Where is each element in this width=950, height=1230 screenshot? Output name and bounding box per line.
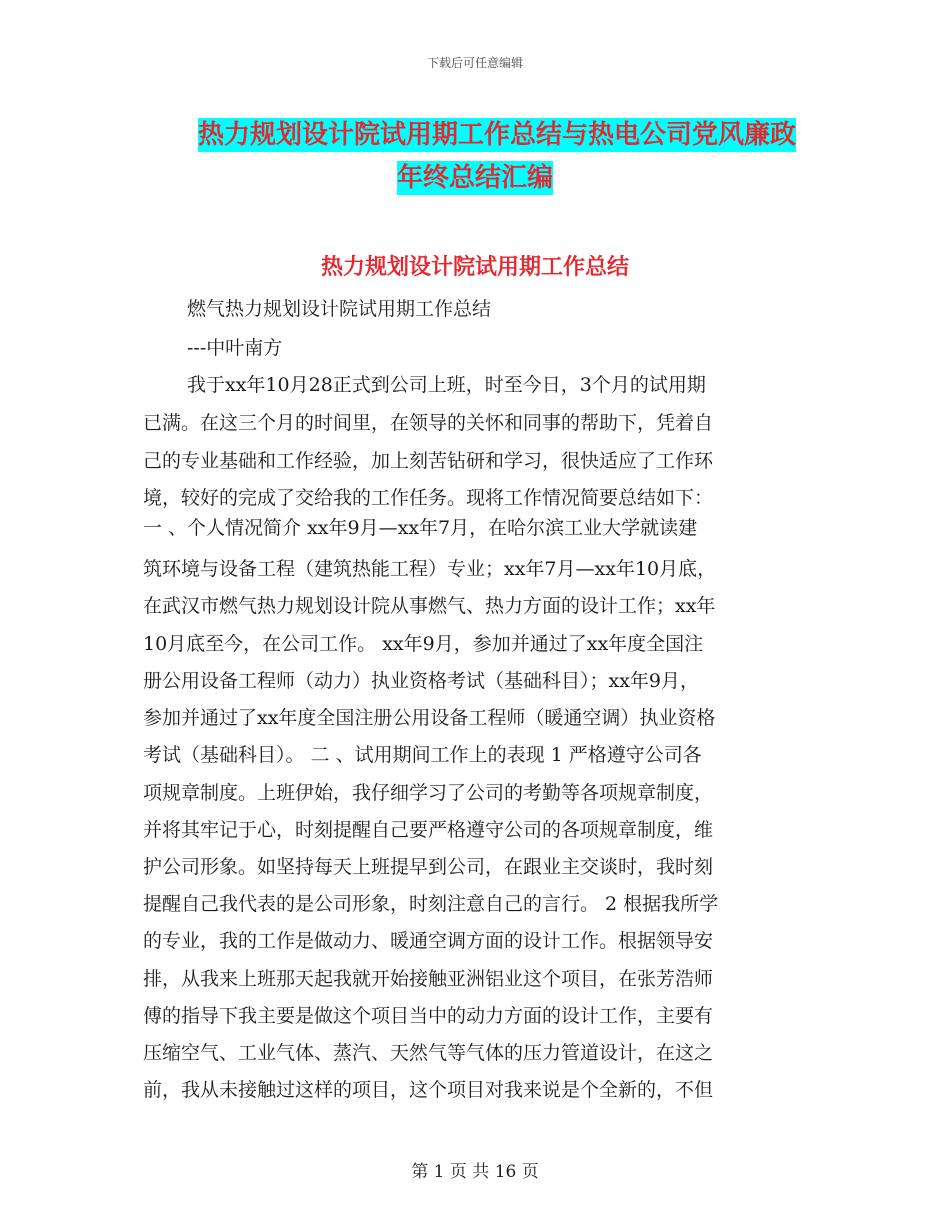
body-line: 傅的指导下我主要是做这个项目当中的动力方面的设计工作，主要有 (143, 1005, 714, 1027)
body-line: 项规章制度。上班伊始，我仔细学习了公司的考勤等各项规章制度， (143, 782, 714, 804)
body-line: 一 、个人情况简介 xx年9月—xx年7月，在哈尔滨工业大学就读建 (143, 517, 698, 539)
document-title-line-2: 年终总结汇编 (396, 163, 553, 193)
body-line: 册公用设备工程师（动力）执业资格考试（基础科目）；xx年9月， (143, 670, 700, 692)
header-note: 下载后可任意编辑 (426, 56, 523, 70)
body-line: 燃气热力规划设计院试用期工作总结 (187, 298, 492, 320)
body-line: 己的专业基础和工作经验，加上刻苦钻研和学习，很快适应了工作环 (143, 450, 714, 472)
body-line: 的专业，我的工作是做动力、暖通空调方面的设计工作。根据领导安 (143, 930, 714, 952)
body-line: 提醒自己我代表的是公司形象，时刻注意自己的言行。 2 根据我所学 (143, 893, 719, 915)
body-line: 排，从我来上班那天起我就开始接触亚洲铝业这个项目，在张芳浩师 (143, 968, 714, 990)
body-line: 并将其牢记于心，时刻提醒自己要严格遵守公司的各项规章制度，维 (143, 819, 714, 841)
body-line: ---中叶南方 (187, 337, 283, 359)
body-line: 已满。在这三个月的时间里，在领导的关怀和同事的帮助下，凭着自 (143, 412, 714, 434)
body-line: 筑环境与设备工程（建筑热能工程）专业；xx年7月—xx年10月底， (143, 558, 717, 580)
page-footer: 第 1 页 共 16 页 (411, 1162, 539, 1182)
body-line: 压缩空气、工业气体、蒸汽、天然气等气体的压力管道设计，在这之 (143, 1042, 714, 1064)
body-line: 考试（基础科目）。 二 、试用期间工作上的表现 1 严格遵守公司各 (143, 744, 702, 766)
body-line: 在武汉市燃气热力规划设计院从事燃气、热力方面的设计工作；xx年 (143, 595, 716, 617)
body-line: 10月底至今，在公司工作。 xx年9月，参加并通过了xx年度全国注 (143, 633, 704, 655)
body-line: 境，较好的完成了交给我的工作任务。现将工作情况简要总结如下： (143, 487, 714, 509)
body-line: 护公司形象。如坚持每天上班提早到公司，在跟业主交谈时，我时刻 (143, 856, 714, 878)
document-title-line-1: 热力规划设计院试用期工作总结与热电公司党风廉政 (197, 120, 796, 150)
body-line: 参加并通过了xx年度全国注册公用设备工程师（暖通空调）执业资格 (143, 707, 716, 729)
section-title: 热力规划设计院试用期工作总结 (320, 255, 629, 280)
body-line: 我于xx年10月28正式到公司上班，时至今日，3个月的试用期 (187, 374, 706, 396)
body-line: 前，我从未接触过这样的项目，这个项目对我来说是个全新的，不但 (143, 1079, 714, 1101)
